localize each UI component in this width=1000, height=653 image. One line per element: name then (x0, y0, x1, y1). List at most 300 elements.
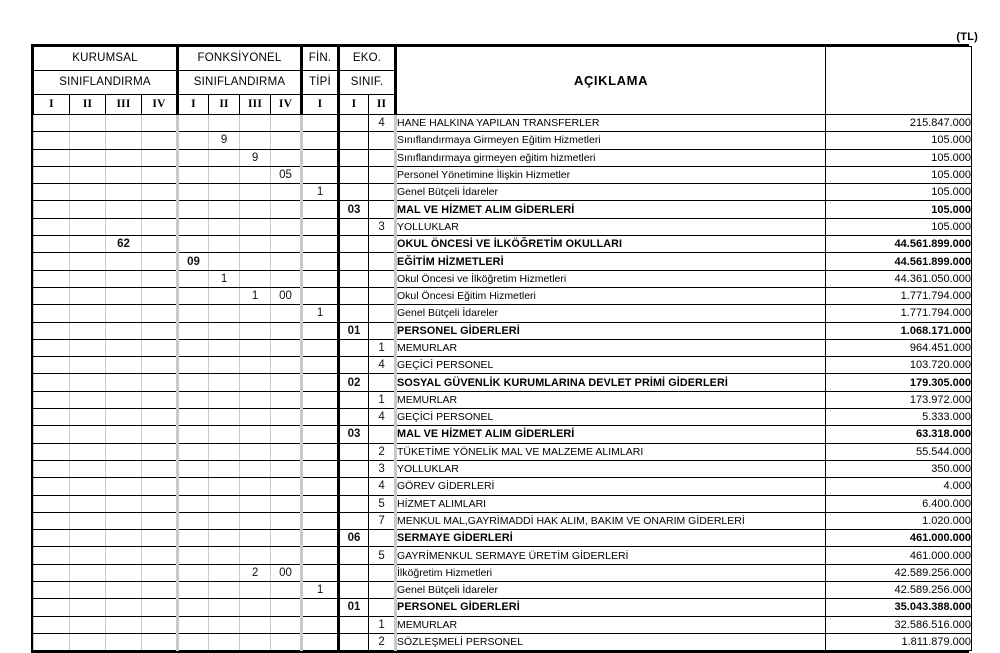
cell-kurumsal-2 (70, 564, 106, 581)
cell-fonksiyonel-1 (178, 530, 209, 547)
cell-eko-1 (339, 253, 369, 270)
cell-kurumsal-2 (70, 184, 106, 201)
cell-kurumsal-3 (106, 582, 142, 599)
cell-fonksiyonel-2 (209, 166, 240, 183)
cell-fonksiyonel-1 (178, 443, 209, 460)
table-row (34, 270, 972, 287)
cell-eko-1 (339, 339, 369, 356)
table-row (34, 374, 972, 391)
cell-fonksiyonel-4 (271, 582, 302, 599)
header-level-fonksiyonel-3: III (240, 95, 271, 115)
cell-fin-tipi (302, 443, 339, 460)
cell-fin-tipi (302, 512, 339, 529)
cell-fonksiyonel-1 (178, 115, 209, 132)
cell-fonksiyonel-4 (271, 599, 302, 616)
cell-fonksiyonel-3 (240, 132, 271, 149)
cell-description: HİZMET ALIMLARI (396, 495, 826, 512)
cell-fonksiyonel-1 (178, 305, 209, 322)
cell-kurumsal-2 (70, 547, 106, 564)
cell-kurumsal-1 (34, 166, 70, 183)
cell-fonksiyonel-4 (271, 530, 302, 547)
cell-fonksiyonel-3 (240, 305, 271, 322)
cell-eko-2 (369, 149, 396, 166)
cell-eko-2: 5 (369, 547, 396, 564)
cell-kurumsal-4 (142, 322, 178, 339)
cell-kurumsal-2 (70, 374, 106, 391)
cell-fonksiyonel-3 (240, 616, 271, 633)
cell-fonksiyonel-1 (178, 132, 209, 149)
cell-kurumsal-1 (34, 253, 70, 270)
header-level-kurumsal-1: I (34, 95, 70, 115)
header-level-kurumsal-3: III (106, 95, 142, 115)
cell-eko-1 (339, 236, 369, 253)
cell-kurumsal-4 (142, 115, 178, 132)
cell-fin-tipi (302, 564, 339, 581)
cell-kurumsal-4 (142, 132, 178, 149)
cell-kurumsal-4 (142, 166, 178, 183)
cell-kurumsal-2 (70, 443, 106, 460)
cell-kurumsal-3 (106, 166, 142, 183)
cell-kurumsal-2 (70, 236, 106, 253)
cell-eko-1 (339, 616, 369, 633)
cell-eko-2 (369, 426, 396, 443)
cell-fonksiyonel-4 (271, 253, 302, 270)
cell-eko-1 (339, 357, 369, 374)
cell-fonksiyonel-3 (240, 460, 271, 477)
cell-fonksiyonel-3 (240, 599, 271, 616)
cell-fonksiyonel-1 (178, 616, 209, 633)
cell-description: EĞİTİM HİZMETLERİ (396, 253, 826, 270)
cell-amount: 35.043.388.000 (826, 599, 972, 616)
cell-fin-tipi (302, 218, 339, 235)
cell-fonksiyonel-2 (209, 287, 240, 304)
cell-fonksiyonel-3 (240, 166, 271, 183)
cell-description: Genel Bütçeli İdareler (396, 184, 826, 201)
cell-kurumsal-2 (70, 270, 106, 287)
cell-fonksiyonel-2 (209, 339, 240, 356)
cell-kurumsal-2 (70, 201, 106, 218)
cell-description: SERMAYE GİDERLERİ (396, 530, 826, 547)
table-row (34, 495, 972, 512)
cell-kurumsal-3 (106, 132, 142, 149)
cell-fonksiyonel-3 (240, 218, 271, 235)
cell-fonksiyonel-2 (209, 253, 240, 270)
table-row (34, 409, 972, 426)
cell-kurumsal-4 (142, 287, 178, 304)
cell-eko-2 (369, 236, 396, 253)
cell-fonksiyonel-3 (240, 495, 271, 512)
cell-amount: 105.000 (826, 149, 972, 166)
cell-amount: 105.000 (826, 184, 972, 201)
cell-description: SÖZLEŞMELİ PERSONEL (396, 633, 826, 650)
cell-fonksiyonel-1 (178, 478, 209, 495)
header-level-kurumsal-2: II (70, 95, 106, 115)
cell-fonksiyonel-4 (271, 149, 302, 166)
cell-kurumsal-3 (106, 495, 142, 512)
cell-fonksiyonel-3: 9 (240, 149, 271, 166)
cell-eko-2 (369, 166, 396, 183)
cell-eko-1: 03 (339, 426, 369, 443)
cell-fin-tipi (302, 374, 339, 391)
cell-fin-tipi (302, 115, 339, 132)
cell-fonksiyonel-3 (240, 374, 271, 391)
cell-description: TÜKETİME YÖNELİK MAL VE MALZEME ALIMLARI (396, 443, 826, 460)
cell-kurumsal-3 (106, 616, 142, 633)
cell-fonksiyonel-3 (240, 236, 271, 253)
cell-fonksiyonel-3 (240, 443, 271, 460)
cell-kurumsal-2 (70, 287, 106, 304)
cell-fonksiyonel-4 (271, 512, 302, 529)
cell-kurumsal-2 (70, 409, 106, 426)
cell-fonksiyonel-4 (271, 374, 302, 391)
cell-amount: 1.020.000 (826, 512, 972, 529)
cell-fonksiyonel-4 (271, 305, 302, 322)
cell-eko-1: 02 (339, 374, 369, 391)
cell-fonksiyonel-4 (271, 409, 302, 426)
cell-kurumsal-3 (106, 443, 142, 460)
cell-kurumsal-4 (142, 426, 178, 443)
cell-fonksiyonel-1 (178, 495, 209, 512)
cell-kurumsal-3 (106, 218, 142, 235)
cell-fonksiyonel-2 (209, 218, 240, 235)
header-level-fonksiyonel-1: I (178, 95, 209, 115)
cell-eko-1 (339, 478, 369, 495)
cell-kurumsal-4 (142, 547, 178, 564)
table-row (34, 149, 972, 166)
cell-kurumsal-4 (142, 253, 178, 270)
cell-fin-tipi: 1 (302, 582, 339, 599)
cell-kurumsal-4 (142, 357, 178, 374)
cell-amount: 5.333.000 (826, 409, 972, 426)
cell-kurumsal-1 (34, 616, 70, 633)
cell-amount: 1.771.794.000 (826, 305, 972, 322)
table-row (34, 582, 972, 599)
cell-eko-1 (339, 305, 369, 322)
cell-kurumsal-4 (142, 305, 178, 322)
cell-fin-tipi (302, 391, 339, 408)
table-header (34, 47, 972, 115)
cell-kurumsal-4 (142, 599, 178, 616)
cell-kurumsal-2 (70, 495, 106, 512)
cell-fonksiyonel-4: 00 (271, 287, 302, 304)
cell-amount: 44.561.899.000 (826, 236, 972, 253)
cell-fin-tipi (302, 426, 339, 443)
cell-kurumsal-1 (34, 339, 70, 356)
cell-kurumsal-4 (142, 478, 178, 495)
cell-kurumsal-4 (142, 201, 178, 218)
cell-kurumsal-1 (34, 115, 70, 132)
cell-kurumsal-1 (34, 236, 70, 253)
cell-description: YOLLUKLAR (396, 218, 826, 235)
cell-description: MEMURLAR (396, 391, 826, 408)
currency-unit-note: (TL) (956, 31, 978, 43)
cell-amount: 42.589.256.000 (826, 564, 972, 581)
cell-kurumsal-1 (34, 582, 70, 599)
cell-eko-2 (369, 253, 396, 270)
cell-eko-1 (339, 495, 369, 512)
cell-description: GEÇİCİ PERSONEL (396, 357, 826, 374)
cell-fonksiyonel-1 (178, 512, 209, 529)
cell-fin-tipi: 1 (302, 184, 339, 201)
cell-fonksiyonel-3 (240, 391, 271, 408)
cell-description: GÖREV GİDERLERİ (396, 478, 826, 495)
cell-kurumsal-2 (70, 530, 106, 547)
cell-fonksiyonel-3 (240, 426, 271, 443)
cell-fonksiyonel-1 (178, 184, 209, 201)
table-row (34, 357, 972, 374)
cell-fonksiyonel-3 (240, 547, 271, 564)
budget-table-container (31, 44, 972, 653)
table-row (34, 287, 972, 304)
cell-description: YOLLUKLAR (396, 460, 826, 477)
cell-fonksiyonel-2 (209, 426, 240, 443)
cell-kurumsal-3 (106, 460, 142, 477)
table-row (34, 132, 972, 149)
cell-fonksiyonel-3 (240, 115, 271, 132)
cell-description: MENKUL MAL,GAYRİMADDİ HAK ALIM, BAKIM VE ONARIM GİDERLERİ (396, 512, 826, 529)
cell-eko-1 (339, 149, 369, 166)
cell-eko-1 (339, 166, 369, 183)
cell-amount: 105.000 (826, 201, 972, 218)
cell-eko-2 (369, 201, 396, 218)
cell-kurumsal-4 (142, 530, 178, 547)
cell-kurumsal-3 (106, 322, 142, 339)
cell-fonksiyonel-2 (209, 357, 240, 374)
cell-description: Sınıflandırmaya Girmeyen Eğitim Hizmetleri (396, 132, 826, 149)
cell-eko-2 (369, 305, 396, 322)
cell-eko-1 (339, 132, 369, 149)
cell-fonksiyonel-3: 1 (240, 287, 271, 304)
cell-kurumsal-3 (106, 149, 142, 166)
cell-kurumsal-3 (106, 184, 142, 201)
cell-fin-tipi (302, 495, 339, 512)
cell-fonksiyonel-4 (271, 547, 302, 564)
cell-amount: 461.000.000 (826, 530, 972, 547)
cell-eko-1 (339, 391, 369, 408)
cell-fonksiyonel-1 (178, 149, 209, 166)
cell-eko-2 (369, 322, 396, 339)
cell-kurumsal-2 (70, 599, 106, 616)
cell-eko-2: 4 (369, 115, 396, 132)
cell-eko-1 (339, 564, 369, 581)
cell-fonksiyonel-2 (209, 582, 240, 599)
cell-fonksiyonel-4 (271, 236, 302, 253)
cell-fonksiyonel-4 (271, 115, 302, 132)
cell-fonksiyonel-4 (271, 218, 302, 235)
cell-fin-tipi (302, 201, 339, 218)
header-group-fonksiyonel-line2: SINIFLANDIRMA (178, 71, 302, 95)
cell-kurumsal-3 (106, 374, 142, 391)
cell-kurumsal-1 (34, 426, 70, 443)
header-group-eko-line2: SINIF. (339, 71, 396, 95)
cell-fonksiyonel-3 (240, 530, 271, 547)
cell-fonksiyonel-4 (271, 460, 302, 477)
cell-kurumsal-1 (34, 564, 70, 581)
cell-amount: 44.561.899.000 (826, 253, 972, 270)
cell-eko-2 (369, 564, 396, 581)
cell-eko-2: 4 (369, 478, 396, 495)
cell-fonksiyonel-2 (209, 547, 240, 564)
cell-kurumsal-4 (142, 512, 178, 529)
cell-kurumsal-1 (34, 218, 70, 235)
cell-eko-1 (339, 115, 369, 132)
table-body (34, 115, 972, 651)
cell-eko-1 (339, 582, 369, 599)
cell-kurumsal-1 (34, 495, 70, 512)
cell-kurumsal-2 (70, 391, 106, 408)
cell-description: SOSYAL GÜVENLİK KURUMLARINA DEVLET PRİMİ GİDERLERİ (396, 374, 826, 391)
cell-fonksiyonel-2 (209, 530, 240, 547)
cell-amount: 4.000 (826, 478, 972, 495)
table-row (34, 201, 972, 218)
cell-fonksiyonel-3 (240, 339, 271, 356)
cell-fin-tipi (302, 339, 339, 356)
cell-kurumsal-1 (34, 184, 70, 201)
cell-kurumsal-1 (34, 374, 70, 391)
cell-kurumsal-2 (70, 633, 106, 650)
cell-fonksiyonel-2 (209, 391, 240, 408)
header-group-fonksiyonel-line1: FONKSİYONEL (178, 47, 302, 71)
cell-amount: 461.000.000 (826, 547, 972, 564)
cell-fonksiyonel-4 (271, 270, 302, 287)
table-row (34, 616, 972, 633)
cell-eko-2: 1 (369, 616, 396, 633)
cell-kurumsal-1 (34, 391, 70, 408)
cell-kurumsal-3 (106, 253, 142, 270)
header-level-kurumsal-4: IV (142, 95, 178, 115)
cell-kurumsal-2 (70, 115, 106, 132)
cell-amount: 105.000 (826, 132, 972, 149)
cell-amount: 215.847.000 (826, 115, 972, 132)
cell-amount: 42.589.256.000 (826, 582, 972, 599)
cell-fin-tipi (302, 530, 339, 547)
cell-description: MAL VE HİZMET ALIM GİDERLERİ (396, 201, 826, 218)
cell-kurumsal-3 (106, 478, 142, 495)
cell-eko-1: 06 (339, 530, 369, 547)
cell-fonksiyonel-2: 1 (209, 270, 240, 287)
cell-kurumsal-3 (106, 409, 142, 426)
cell-fonksiyonel-3 (240, 633, 271, 650)
cell-kurumsal-2 (70, 149, 106, 166)
cell-description: Okul Öncesi ve İlköğretim Hizmetleri (396, 270, 826, 287)
cell-fonksiyonel-2 (209, 460, 240, 477)
cell-kurumsal-1 (34, 512, 70, 529)
cell-kurumsal-4 (142, 218, 178, 235)
header-group-eko-line1: EKO. (339, 47, 396, 71)
cell-fonksiyonel-2: 9 (209, 132, 240, 149)
cell-fonksiyonel-1 (178, 322, 209, 339)
header-group-kurumsal-line2: SINIFLANDIRMA (34, 71, 178, 95)
cell-fin-tipi (302, 547, 339, 564)
cell-kurumsal-1 (34, 270, 70, 287)
table-row (34, 184, 972, 201)
cell-fin-tipi (302, 460, 339, 477)
cell-description: OKUL ÖNCESİ VE İLKÖĞRETİM OKULLARI (396, 236, 826, 253)
cell-eko-2 (369, 599, 396, 616)
cell-fonksiyonel-1 (178, 460, 209, 477)
cell-kurumsal-2 (70, 305, 106, 322)
cell-kurumsal-4 (142, 149, 178, 166)
cell-amount: 1.068.171.000 (826, 322, 972, 339)
cell-fonksiyonel-1 (178, 582, 209, 599)
cell-eko-2: 5 (369, 495, 396, 512)
cell-eko-1 (339, 443, 369, 460)
cell-fin-tipi (302, 616, 339, 633)
cell-eko-2: 7 (369, 512, 396, 529)
cell-eko-1 (339, 287, 369, 304)
cell-fonksiyonel-2 (209, 512, 240, 529)
cell-fonksiyonel-2 (209, 616, 240, 633)
cell-fonksiyonel-2 (209, 115, 240, 132)
cell-description: Sınıflandırmaya girmeyen eğitim hizmetleri (396, 149, 826, 166)
cell-fonksiyonel-2 (209, 322, 240, 339)
cell-fonksiyonel-4 (271, 391, 302, 408)
cell-description: MEMURLAR (396, 616, 826, 633)
cell-fonksiyonel-4 (271, 132, 302, 149)
cell-amount: 63.318.000 (826, 426, 972, 443)
cell-eko-1 (339, 547, 369, 564)
cell-eko-2: 1 (369, 391, 396, 408)
cell-eko-1 (339, 270, 369, 287)
cell-kurumsal-2 (70, 460, 106, 477)
cell-amount: 6.400.000 (826, 495, 972, 512)
cell-kurumsal-4 (142, 339, 178, 356)
cell-kurumsal-4 (142, 409, 178, 426)
cell-eko-1 (339, 460, 369, 477)
cell-fonksiyonel-3 (240, 322, 271, 339)
cell-fonksiyonel-3 (240, 253, 271, 270)
cell-eko-2: 4 (369, 357, 396, 374)
cell-amount: 55.544.000 (826, 443, 972, 460)
cell-kurumsal-1 (34, 322, 70, 339)
table-row (34, 633, 972, 650)
cell-fin-tipi (302, 270, 339, 287)
cell-kurumsal-2 (70, 339, 106, 356)
cell-kurumsal-2 (70, 253, 106, 270)
table-row (34, 512, 972, 529)
cell-fonksiyonel-2 (209, 478, 240, 495)
cell-fin-tipi (302, 166, 339, 183)
table-row (34, 253, 972, 270)
cell-kurumsal-2 (70, 218, 106, 235)
cell-kurumsal-3 (106, 305, 142, 322)
cell-amount: 103.720.000 (826, 357, 972, 374)
table-row (34, 599, 972, 616)
cell-fonksiyonel-4 (271, 478, 302, 495)
cell-kurumsal-1 (34, 287, 70, 304)
cell-kurumsal-3 (106, 564, 142, 581)
cell-fin-tipi (302, 253, 339, 270)
table-row (34, 564, 972, 581)
cell-kurumsal-1 (34, 478, 70, 495)
cell-kurumsal-3 (106, 547, 142, 564)
cell-fin-tipi (302, 322, 339, 339)
cell-fonksiyonel-2 (209, 236, 240, 253)
cell-fonksiyonel-3 (240, 270, 271, 287)
header-level-fonksiyonel-2: II (209, 95, 240, 115)
cell-fin-tipi (302, 478, 339, 495)
cell-amount: 105.000 (826, 166, 972, 183)
cell-kurumsal-1 (34, 460, 70, 477)
cell-fonksiyonel-1 (178, 409, 209, 426)
cell-kurumsal-2 (70, 322, 106, 339)
table-row (34, 460, 972, 477)
cell-description: Okul Öncesi Eğitim Hizmetleri (396, 287, 826, 304)
cell-eko-2: 3 (369, 460, 396, 477)
table-row (34, 115, 972, 132)
cell-kurumsal-3 (106, 512, 142, 529)
cell-description: Genel Bütçeli İdareler (396, 305, 826, 322)
